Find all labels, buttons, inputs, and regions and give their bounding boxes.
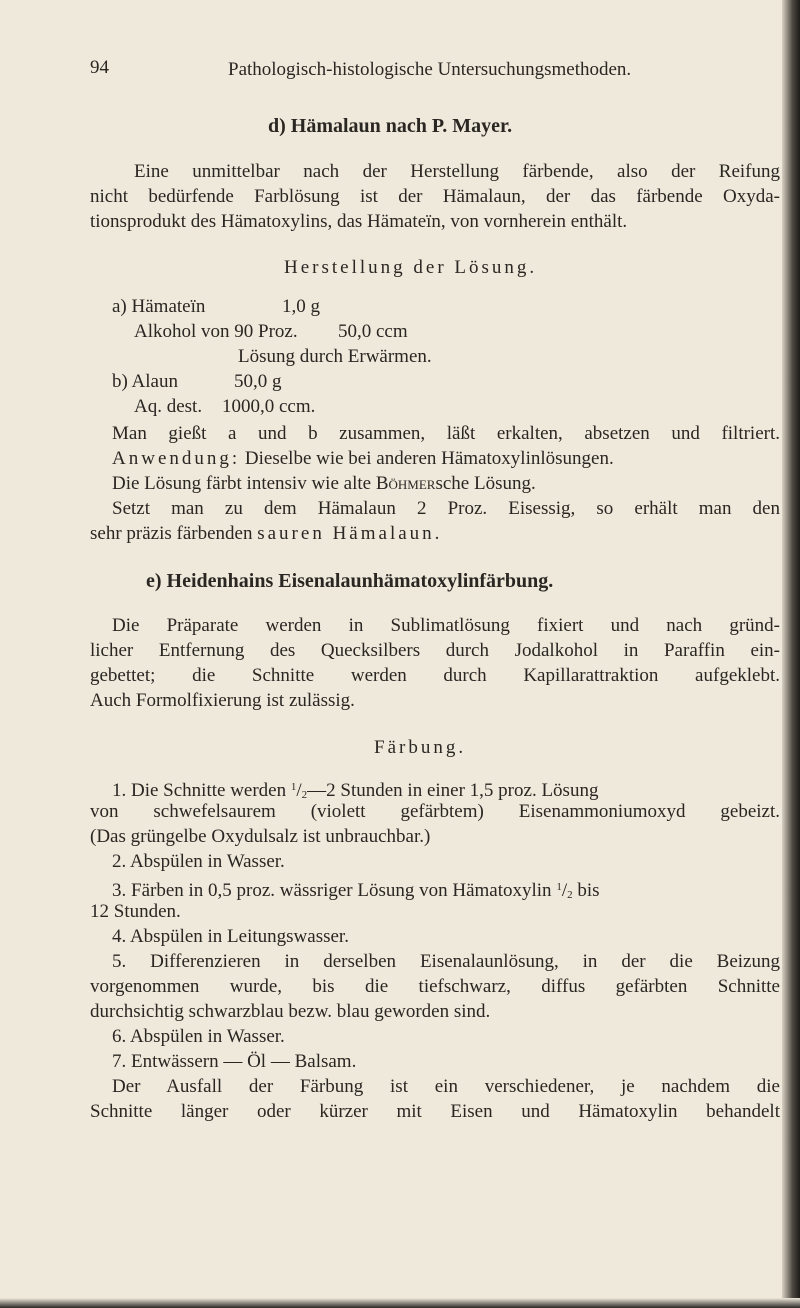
anwendung-label: Anwendung: [112,448,241,469]
recipe-a3: Lösung durch Erwärmen. [238,346,432,367]
section-e-title: e) Heidenhains Eisenalaunhämatoxylinfärbung. [146,570,554,592]
section-e-para-line: Auch Formolfixierung ist zulässig. [90,690,355,711]
section-d-para-line: nicht bedürfende Farblösung ist der Hämalaun, der das färbende Oxyda- [90,186,780,207]
step-3-pre: 3. Färben in 0,5 proz. wässriger Lösung von Hämatoxylin [112,880,552,901]
bohmer-line [112,472,536,496]
recipe-b-label: b) Alaun [112,371,178,392]
recipe-a2-amount: 50,0 ccm [338,321,408,342]
anwendung-line [112,447,614,471]
anwendung-text: Dieselbe wie bei anderen Hämatoxylinlösungen. [244,448,614,469]
closing-line: Schnitte länger oder kürzer mit Eisen und Hämatoxylin behandelt [90,1101,780,1122]
running-title: Pathologisch-histologische Untersuchungsmethoden. [228,59,632,80]
recipe-a-amount: 1,0 g [282,296,320,317]
line-essig: Setzt man zu dem Hämalaun 2 Proz. Eisessig, so erhält man den [112,498,780,519]
step-6: 6. Abspülen in Wasser. [112,1026,285,1047]
step-3-line: 3. Färben in 0,5 proz. wässriger Lösung von Hämatoxylin $^1/_2$ bis [112,880,600,901]
closing-line: Der Ausfall der Färbung ist ein verschiedener, je nachdem die [112,1076,780,1097]
fraction-numerator: 1 [290,781,297,793]
step-5a: 5. Differenzieren in derselben Eisenalaunlösung, in der die Beizung [112,951,780,972]
fraction-denominator: 2 [301,789,308,801]
section-d-para-line: tionsprodukt des Hämatoxylins, das Hämateïn, von vornherein enthält. [90,211,628,232]
recipe-b-amount: 50,0 g [234,371,282,392]
step-3b: 12 Stunden. [90,901,181,922]
praezis-emph: sauren Hämalaun. [257,523,443,544]
step-1-post: —2 Stunden in einer 1,5 proz. Lösung [307,780,599,801]
step-3-post: bis [577,880,600,901]
step-2: 2. Abspülen in Wasser. [112,851,285,872]
step-7: 7. Entwässern — Öl — Balsam. [112,1051,357,1072]
recipe-b2-label: Aq. dest. [134,396,203,417]
praezis-pre: sehr präzis färbenden [90,523,253,544]
step-1c: (Das grüngelbe Oxydulsalz ist unbrauchbar.) [90,826,431,847]
recipe-a2-label: Alkohol von 90 Proz. [134,321,298,342]
section-e-para-line: licher Entfernung des Quecksilbers durch Jodalkohol in Paraffin ein- [90,640,780,661]
bohmer-name: Böhmer [375,473,436,494]
recipe-a-label: a) Hämateïn [112,296,206,317]
subheading-herstellung: Herstellung der Lösung. [284,257,538,278]
step-4: 4. Abspülen in Leitungswasser. [112,926,349,947]
recipe-b2-amount: 1000,0 ccm. [222,396,316,417]
fraction-numerator: 1 [556,881,562,893]
fraction-denominator: 2 [567,889,573,901]
page-edge-shadow [782,0,800,1308]
step-1-pre: 1. Die Schnitte werden [112,780,287,801]
praezis-line [90,522,442,546]
step-5c: durchsichtig schwarzblau bezw. blau geworden sind. [90,1001,491,1022]
subheading-faerbung: Färbung. [374,737,467,758]
step-5b: vorgenommen wurde, bis die tiefschwarz, diffus gefärbten Schnitte [90,976,780,997]
section-e-para-line: gebettet; die Schnitte werden durch Kapillarattraktion aufgeklebt. [90,665,780,686]
page-number: 94 [90,57,109,78]
bohmer-pre: Die Lösung färbt intensiv wie alte [112,473,372,494]
step-1-line: 1. Die Schnitte werden $^1/_2—2$ Stunden in einer 1,5 proz. Lösung [112,780,599,801]
bohmer-post: sche Lösung. [435,473,536,494]
section-d-title: d) Hämalaun nach P. Mayer. [268,115,513,137]
line-mix: Man gießt a und b zusammen, läßt erkalten, absetzen und filtriert. [112,423,780,444]
section-d-para-line: Eine unmittelbar nach der Herstellung färbende, also der Reifung [134,161,780,182]
page-bottom-shadow [0,1298,800,1308]
step-1b: von schwefelsaurem (violett gefärbtem) Eisenammoniumoxyd gebeizt. [90,801,780,822]
section-e-para-line: Die Präparate werden in Sublimatlösung fixiert und nach gründ- [112,615,780,636]
